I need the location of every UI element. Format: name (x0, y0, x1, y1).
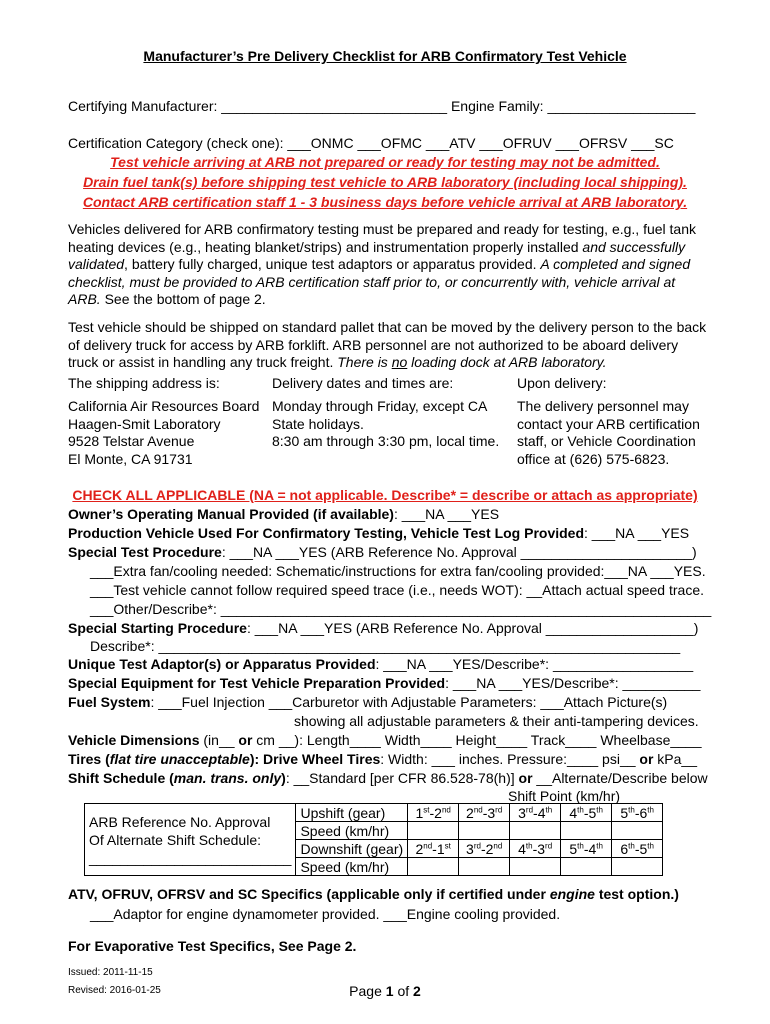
address-line: Haagen-Smit Laboratory (68, 415, 221, 432)
upon-delivery-info (517, 398, 700, 468)
upon-delivery-line: The delivery personnel may (517, 398, 689, 414)
downshift-gear: 6th-5th (612, 840, 663, 858)
delivery-times-heading: Delivery dates and times are: (272, 375, 454, 391)
fuel-system-label: Fuel System (68, 694, 151, 710)
special-test-procedure-label: Special Test Procedure (68, 544, 222, 560)
atv-specifics-options: ___Adaptor for engine dynamometer provided. ___Engine cooling provided. (90, 906, 561, 922)
upon-delivery-line: staff, or Vehicle Coordination (517, 433, 696, 449)
shift-standard: : __Standard [per CFR 86.528-78(h)] (285, 770, 519, 786)
page-of: of (393, 983, 414, 999)
shift-schedule-label: Shift Schedule ( (68, 770, 174, 786)
tires-kpa: kPa__ (653, 751, 698, 767)
tires-fields: : Width: ___ inches. Pressure:____ psi__ (380, 751, 640, 767)
drive-wheel-tires-label: ): Drive Wheel Tires (249, 751, 381, 767)
fuel-system-item (68, 694, 667, 711)
special-starting-procedure-item (68, 620, 698, 637)
shift-point-header: Shift Point (km/hr) (508, 788, 621, 804)
special-equipment-item (68, 675, 700, 692)
owners-manual-options: : ___NA ___YES (393, 506, 500, 522)
downshift-label: Downshift (gear) (296, 840, 408, 858)
atv-label-end: test option.) (594, 886, 679, 902)
extra-fan-item: ___Extra fan/cooling needed: Schematic/instructions for extra fan/cooling provided:___NA ___YES. (90, 563, 706, 579)
tires-label: Tires ( (68, 751, 110, 767)
vehicle-dimensions-item (68, 732, 702, 749)
downshift-gear: 2nd-1st (408, 840, 459, 858)
address-line: El Monte, CA 91731 (68, 450, 193, 467)
warning-contact-staff: Contact ARB certification staff 1 - 3 business days before vehicle arrival at ARB laboratory. (82, 194, 688, 210)
warning-not-admitted: Test vehicle arriving at ARB not prepared or ready for testing may not be admitted. (110, 154, 660, 170)
unique-test-adaptor-label: Unique Test Adaptor(s) or Apparatus Provided (68, 656, 376, 672)
shift-or: or (518, 770, 533, 786)
vehicle-dimensions-label: Vehicle Dimensions (68, 732, 200, 748)
page-total: 2 (413, 983, 421, 999)
delivery-times-line: Monday through Friday, except CA (272, 398, 488, 414)
preparation-paragraph (68, 221, 708, 309)
speed-cell[interactable] (510, 822, 561, 840)
special-test-procedure-options: : ___NA ___YES (ARB Reference No. Approval ______________________) (221, 544, 697, 560)
para1-text-d: A completed and signed checklist, must be provided to ARB certification staff prior to, or concurrently with, vehicle arrival at ARB. (68, 256, 691, 307)
shift-schedule-note: man. trans. only (173, 770, 282, 786)
tires-item (68, 751, 697, 768)
shift-alternate: __Alternate/Describe below (532, 770, 708, 786)
downshift-gear: 3rd-2nd (459, 840, 510, 858)
para2-text-b: There is (337, 354, 392, 370)
arb-approval-line: Of Alternate Shift Schedule: (89, 831, 261, 848)
unique-test-adaptor-item (68, 656, 693, 673)
certifying-manufacturer-line: Certifying Manufacturer: _____________________________ Engine Family: ___________________ (68, 98, 696, 114)
check-all-applicable-heading: CHECK ALL APPLICABLE (NA = not applicable. Describe* = describe or attach as appropriate) (72, 487, 698, 503)
delivery-times (272, 398, 499, 451)
para2-text-a: Test vehicle should be shipped on standard pallet that can be moved by the delivery person to the back of delivery truck for access by ARB forklift. ARB personnel are not authorized to be aboard delivery truck or assist in handling any truck freight. (68, 319, 707, 370)
arb-approval-line: ARB Reference No. Approval (89, 813, 271, 830)
other-describe-item: ___Other/Describe*: _______________________________________________________________ (90, 601, 712, 617)
para2-text-d: loading dock at ARB laboratory. (407, 354, 607, 370)
page-number (0, 983, 770, 999)
upshift-gear: 2nd-3rd (459, 804, 510, 822)
speed-cell[interactable] (459, 858, 510, 876)
para1-text-e: See the bottom of page 2. (100, 291, 266, 307)
upon-delivery-line: office at (626) 575-6823. (517, 450, 670, 467)
speed-cell[interactable] (459, 822, 510, 840)
para2-text-c: no (391, 354, 408, 370)
speed-trace-item: ___Test vehicle cannot follow required speed trace (i.e., needs WOT): __Attach actual speed trace. (90, 582, 704, 598)
tires-note: flat tire unacceptable (109, 751, 250, 767)
speed-cell[interactable] (561, 822, 612, 840)
delivery-times-line: 8:30 am through 3:30 pm, local time. (272, 433, 500, 449)
special-equipment-options: : ___NA ___YES/Describe*: __________ (445, 675, 701, 691)
speed-cell[interactable] (408, 822, 459, 840)
owners-manual-item (68, 506, 499, 523)
atv-label: ATV, OFRUV, OFRSV and SC Specifics (applicable only if certified under (68, 886, 550, 902)
upon-delivery-line: contact your ARB certification (517, 415, 700, 432)
page-label: Page (349, 983, 386, 999)
para1-text-b: and successfully validated (68, 238, 686, 272)
shipping-paragraph (68, 319, 708, 372)
page-title: Manufacturer’s Pre Delivery Checklist for ARB Confirmatory Test Vehicle (143, 48, 627, 64)
para1-text-c: , battery fully charged, unique test adaptors or apparatus provided. (124, 256, 541, 272)
issued-date: Issued: 2011-11-15 (68, 967, 153, 978)
upshift-label: Upshift (gear) (296, 804, 408, 822)
special-starting-procedure-label: Special Starting Procedure (68, 620, 247, 636)
upshift-gear: 1st-2nd (408, 804, 459, 822)
shipping-address (68, 398, 259, 468)
upshift-speed-label: Speed (km/hr) (296, 822, 408, 840)
address-line: California Air Resources Board (68, 398, 260, 414)
certification-category-line: Certification Category (check one): ___ONMC ___OFMC ___ATV ___OFRUV ___OFRSV ___SC (68, 135, 674, 151)
delivery-times-line: State holidays. (272, 415, 364, 432)
page-current: 1 (385, 983, 394, 999)
downshift-gear: 4th-3rd (510, 840, 561, 858)
evaporative-specifics-note: For Evaporative Test Specifics, See Page 2. (68, 938, 357, 954)
dimensions-inches: (in__ (199, 732, 239, 748)
shift-schedule-item (68, 770, 708, 787)
shift-schedule-close: ) (281, 770, 286, 786)
revised-date: Revised: 2016-01-25 (68, 985, 161, 996)
upshift-gear: 4th-5th (561, 804, 612, 822)
arb-approval-line: __________________________ (89, 849, 292, 866)
fuel-system-subline: showing all adjustable parameters & their anti-tampering devices. (294, 713, 699, 729)
speed-cell[interactable] (612, 858, 663, 876)
upshift-gear: 3rd-4th (510, 804, 561, 822)
downshift-speed-label: Speed (km/hr) (296, 858, 408, 876)
fuel-system-options: : ___Fuel Injection ___Carburetor with Adjustable Parameters: ___Attach Picture(s) (150, 694, 668, 710)
shift-schedule-table (84, 803, 663, 876)
arb-approval-cell (85, 804, 296, 876)
warning-drain-fuel: Drain fuel tank(s) before shipping test vehicle to ARB laboratory (including local shipping). (83, 174, 687, 190)
speed-cell[interactable] (408, 858, 459, 876)
owners-manual-label: Owner’s Operating Manual Provided (if available) (68, 506, 394, 522)
special-equipment-label: Special Equipment for Test Vehicle Preparation Provided (68, 675, 446, 691)
downshift-gear: 5th-4th (561, 840, 612, 858)
address-line: 9528 Telstar Avenue (68, 433, 195, 449)
unique-test-adaptor-options: : ___NA ___YES/Describe*: __________________ (375, 656, 694, 672)
speed-cell[interactable] (612, 822, 663, 840)
dimensions-or: or (238, 732, 253, 748)
upon-delivery-heading: Upon delivery: (517, 375, 607, 391)
shipping-address-heading: The shipping address is: (68, 375, 220, 391)
atv-specifics-item (68, 886, 679, 903)
atv-engine: engine (549, 886, 595, 902)
special-starting-procedure-options: : ___NA ___YES (ARB Reference No. Approval ___________________) (246, 620, 699, 636)
tires-or: or (639, 751, 654, 767)
upshift-gear: 5th-6th (612, 804, 663, 822)
dimensions-fields: cm __): Length____ Width____ Height____ Track____ Wheelbase____ (252, 732, 702, 748)
speed-cell[interactable] (510, 858, 561, 876)
speed-cell[interactable] (561, 858, 612, 876)
special-test-procedure-item (68, 544, 697, 561)
production-vehicle-options: : ___NA ___YES (584, 525, 690, 541)
production-vehicle-label: Production Vehicle Used For Confirmatory Testing, Vehicle Test Log Provided (68, 525, 585, 541)
para1-text-a: Vehicles delivered for ARB confirmatory testing must be prepared and ready for testing, e.g., fuel tank heating devices (e.g., heating blanket/strips) and instrumentation properly installed (68, 221, 697, 255)
production-vehicle-item (68, 525, 689, 542)
starting-describe-item: Describe*: ___________________________________________________________________ (90, 638, 681, 654)
